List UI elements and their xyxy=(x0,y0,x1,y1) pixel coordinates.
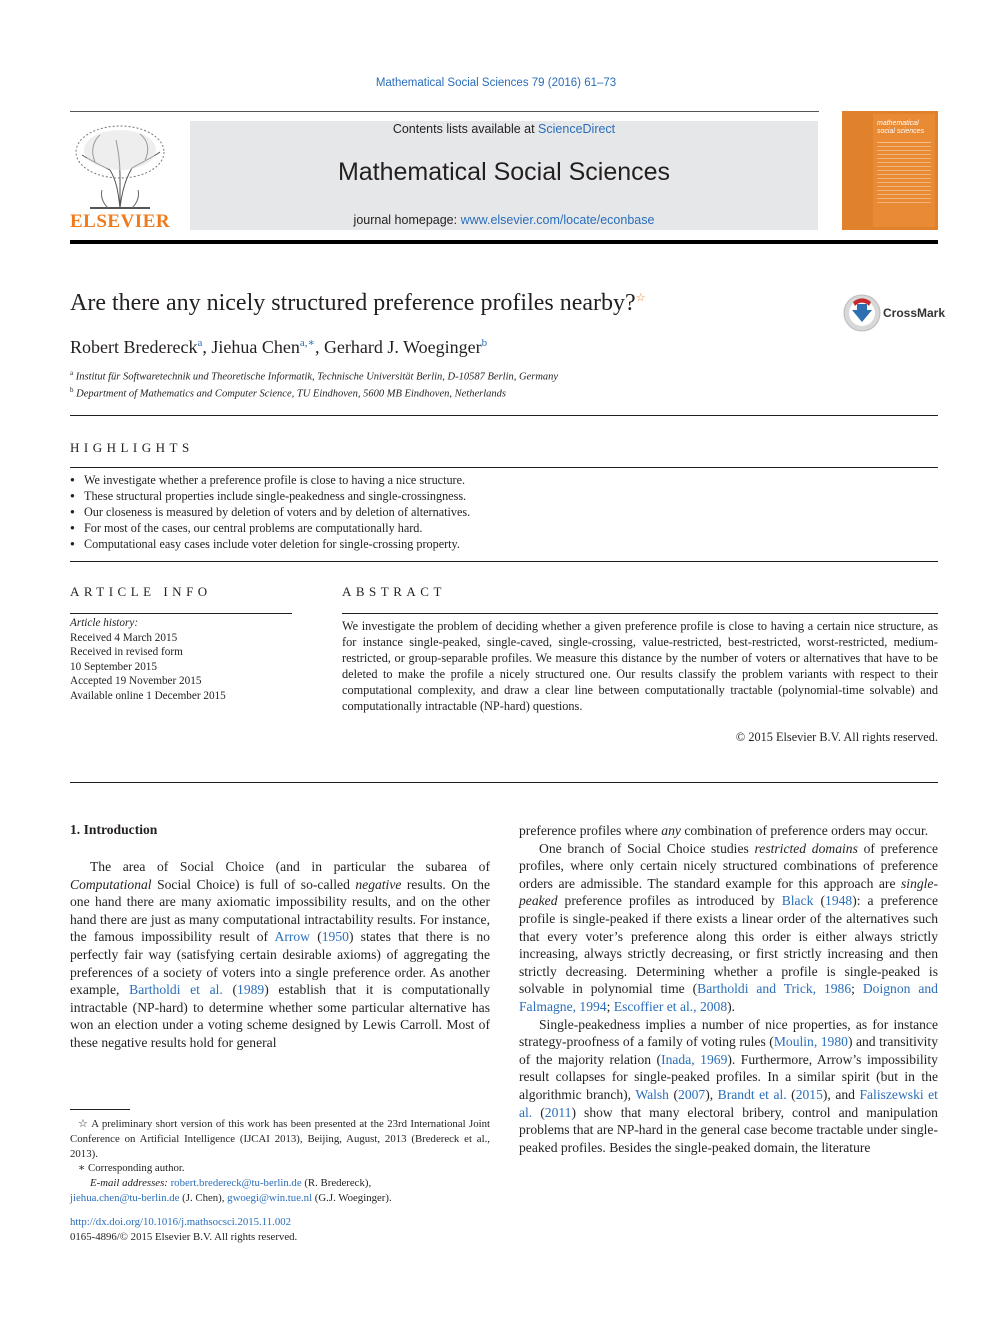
citation-link[interactable]: Inada, 1969 xyxy=(661,1051,728,1067)
highlight-item: ● We investigate whether a preference profile is close to having a nice structure. xyxy=(70,472,470,488)
highlights-list xyxy=(70,472,470,552)
abstract-heading: ABSTRACT xyxy=(342,584,446,599)
citation-link[interactable]: 2011 xyxy=(544,1104,572,1120)
title-footnote-mark[interactable]: ☆ xyxy=(635,292,646,304)
author-affiliation-mark[interactable]: a xyxy=(197,337,203,349)
abstract-copyright: © 2015 Elsevier B.V. All rights reserved. xyxy=(735,730,938,744)
footnote-star xyxy=(70,1117,490,1161)
citation-link[interactable]: 2015 xyxy=(795,1086,823,1102)
footnote-rule xyxy=(70,1109,130,1110)
footnote-mark: ☆ xyxy=(78,1118,89,1130)
doi-link[interactable]: http://dx.doi.org/10.1016/j.mathsocsci.2015.11.002 xyxy=(70,1216,292,1228)
citation-link[interactable]: 1989 xyxy=(237,982,265,998)
header-bottom-rule xyxy=(70,240,938,244)
citation-link[interactable]: Bartholdi and Trick, 1986 xyxy=(697,981,852,997)
citation-link[interactable]: Black xyxy=(781,893,814,909)
author-name: Gerhard J. Woeginger xyxy=(323,337,482,357)
history-label: Article history: xyxy=(70,617,139,629)
highlights-heading: HIGHLIGHTS xyxy=(70,440,194,455)
history-line: Received in revised form xyxy=(70,646,183,658)
author-list: Robert Bredereck$^a$, Jiehua Chen$^{a,∗}$, Gerhard J. Woeginger$^b$ xyxy=(70,337,488,357)
cover-title: mathematical social sciences xyxy=(877,120,925,135)
citation-link[interactable]: Doignon and Falmagne, 1994 xyxy=(519,981,938,1014)
affiliation-text: Institut für Softwaretechnik und Theoretische Informatik, Technische Universität Berlin, D-10587 Berlin, Germany xyxy=(75,371,559,383)
header-top-rule xyxy=(70,111,819,112)
affiliation-a xyxy=(70,369,558,383)
highlight-item: ● These structural properties include single-peakedness and single-crossingness. xyxy=(70,488,470,504)
affiliation-b xyxy=(70,386,506,400)
cover-contents-lines xyxy=(877,142,931,203)
journal-cover-panel xyxy=(873,114,935,227)
citation-link[interactable]: Faliszewski et al. xyxy=(519,1086,938,1120)
author-affiliation-mark[interactable]: b xyxy=(481,337,488,349)
citation-link[interactable]: Moulin, 1980 xyxy=(773,1034,848,1050)
doi-block xyxy=(70,1215,297,1245)
history-line: Received 4 March 2015 xyxy=(70,631,178,644)
footnotes xyxy=(70,1117,490,1206)
author-name: Jiehua Chen xyxy=(211,337,300,357)
citation-link[interactable]: Escoffier et al., 2008 xyxy=(613,998,728,1014)
contents-prefix: Contents lists available at xyxy=(392,122,539,136)
footnote-emails-cont: jiehua.chen@tu-berlin.de (J. Chen), gwoegi@win.tue.nl (G.J. Woeginger). xyxy=(70,1191,392,1204)
citation-link[interactable]: Bartholdi et al. xyxy=(129,982,223,998)
email-link[interactable]: robert.bredereck@tu-berlin.de xyxy=(170,1177,302,1190)
article-history xyxy=(70,616,226,703)
body-paragraph: The area of Social Choice (and in particular the subarea of Computational Social Choice) is full of so-called negative results. On the one hand there are many axiomatic impossibility results, and on the other hand there are just as many computational intractability results. For instance, the famous impossibility result of Arrow (1950) states that there is no perfectly fair way (satisfying certain desirable axioms) of aggregating the preferences of a society of voters into a single preference order. As another example, Bartholdi et al. (1989) establish that it is computationally intractable (NP-hard) to determine whether some particular alternative has won an election under a voting scheme designed by Lewis Carroll. Most of these negative results hold for general xyxy=(70,859,490,1050)
footnote-corresponding xyxy=(70,1161,490,1176)
footnote-text: A preliminary short version of this work has been presented at the 23rd International Joint Conference on Artificial Intelligence (IJCAI 2013), Beijing, August, 2013 (Bredereck et al., 2013). xyxy=(70,1118,491,1160)
history-line: Available online 1 December 2015 xyxy=(70,689,226,702)
citation-link[interactable]: Arrow xyxy=(274,929,310,945)
citation-link[interactable]: 2007 xyxy=(678,1086,706,1102)
body-paragraph: One branch of Social Choice studies restricted domains of preference profiles, where only certain nicely structured combinations of preference orders are admissible. The standard example for this approach are single-peaked preference profiles as introduced by Black (1948): a preference profile is single-peaked if there exists a linear order of the alternatives such that every voter’s preference along this order is either always strictly increasing, always strictly decreasing, or first strictly increasing and then strictly decreasing. Determining whether a profile is single-peaked is solvable in polynomial time (Bartholdi and Trick, 1986; Doignon and Falmagne, 1994; Escoffier et al., 2008). xyxy=(519,840,938,1014)
divider xyxy=(70,415,938,416)
email-label: E-mail addresses: xyxy=(90,1177,168,1190)
footnote-mark: ∗ xyxy=(78,1162,86,1175)
body-column-left xyxy=(70,858,490,1052)
citation-link[interactable]: Brandt et al. xyxy=(717,1086,787,1102)
affiliation-text: Department of Mathematics and Computer Science, TU Eindhoven, 5600 MB Eindhoven, Netherlands xyxy=(76,388,506,400)
citation-link[interactable]: Walsh xyxy=(635,1086,669,1102)
body-paragraph: Single-peakedness implies a number of nice properties, as for instance strategy-proofness of a family of voting rules (Moulin, 1980) and transitivity of the majority relation (Inada, 1969). Furthermore, Arrow’s impossibility result collapses for single-peaked profiles. In a similar spirit (but in the algorithmic branch), Walsh (2007), Brandt et al. (2015), and Faliszewski et al. (2011) show that many electoral bribery, control and manipulation problems that are NP-hard in the general case become tractable under single-peaked profiles. Besides the single-peaked domain, the literature xyxy=(519,1016,939,1155)
article-title xyxy=(70,290,646,317)
highlight-item: ● For most of the cases, our central problems are computationally hard. xyxy=(70,520,470,536)
crossmark-icon[interactable] xyxy=(843,294,881,332)
body-column-right xyxy=(519,822,938,1156)
issn-line: 0165-4896/© 2015 Elsevier B.V. All rights reserved. xyxy=(70,1231,298,1243)
article-title-text: Are there any nicely structured preference profiles nearby? xyxy=(70,290,636,316)
divider xyxy=(70,782,938,783)
journal-citation[interactable]: Mathematical Social Sciences 79 (2016) 61–73 xyxy=(375,77,617,89)
footnote-emails: E-mail addresses: robert.bredereck@tu-berlin.de (R. Bredereck), xyxy=(90,1177,372,1190)
homepage-link[interactable]: www.elsevier.com/locate/econbase xyxy=(460,213,655,227)
sciencedirect-link[interactable]: ScienceDirect xyxy=(538,122,616,136)
homepage-prefix: journal homepage: xyxy=(353,213,461,227)
email-link[interactable]: gwoegi@win.tue.nl xyxy=(227,1191,313,1204)
divider xyxy=(70,561,938,562)
elsevier-wordmark: ELSEVIER xyxy=(70,211,171,232)
abstract-text: We investigate the problem of deciding whether a given preference profile is close to having a certain nice structure, as for instance single-peaked, single-caved, single-crossing, value-restricted, best-restricted, worst-restricted, medium-restricted, or group-separable profiles. We measure this distance by the number of voters or alternatives that have to be deleted to make the profile a nicely structured one. Our results classify the problem variants with respect to their computational complexity, and draw a clear line between computationally tractable (polynomial-time solvable) and computationally intractable (NP-hard) questions. xyxy=(342,619,938,713)
history-line: 10 September 2015 xyxy=(70,660,157,673)
author-affiliation-mark[interactable]: a,∗ xyxy=(299,337,315,349)
divider xyxy=(70,467,938,468)
affiliation-mark: b xyxy=(70,386,74,394)
homepage-line xyxy=(190,213,818,227)
history-line: Accepted 19 November 2015 xyxy=(70,675,202,687)
affiliation-mark: a xyxy=(70,369,74,377)
author-name: Robert Bredereck xyxy=(70,337,198,357)
section-heading: 1. Introduction xyxy=(70,822,158,837)
contents-line xyxy=(190,122,818,136)
footnote-text: Corresponding author. xyxy=(88,1162,185,1175)
highlight-item: ● Our closeness is measured by deletion of voters and by deletion of alternatives. xyxy=(70,504,470,520)
highlight-item: ● Computational easy cases include voter deletion for single-crossing property. xyxy=(70,536,470,552)
citation-link[interactable]: 1948 xyxy=(825,893,853,909)
citation-link[interactable]: 1950 xyxy=(321,929,349,945)
divider xyxy=(70,613,292,614)
divider xyxy=(342,613,938,614)
article-info-heading: ARTICLE INFO xyxy=(70,584,212,599)
crossmark-label[interactable]: CrossMark xyxy=(883,306,946,320)
body-paragraph: preference profiles where any combination of preference orders may occur. xyxy=(519,823,929,838)
journal-title: Mathematical Social Sciences xyxy=(337,158,671,186)
email-link[interactable]: jiehua.chen@tu-berlin.de xyxy=(70,1191,180,1204)
